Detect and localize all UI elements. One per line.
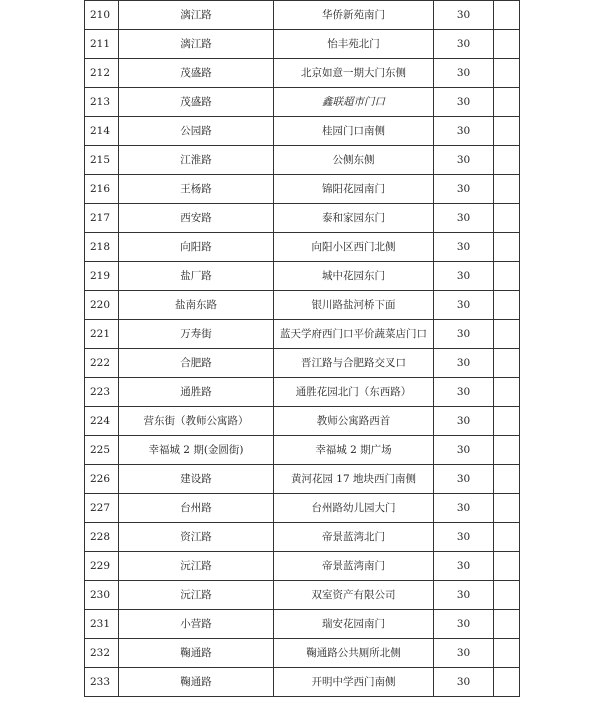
count-cell: 30 bbox=[434, 146, 494, 175]
row-number-cell: 231 bbox=[85, 610, 119, 639]
count-cell: 30 bbox=[434, 349, 494, 378]
row-number-cell: 213 bbox=[85, 88, 119, 117]
table-row bbox=[85, 30, 520, 59]
table-row bbox=[85, 349, 520, 378]
road-name-cell: 西安路 bbox=[119, 204, 274, 233]
table-row bbox=[85, 552, 520, 581]
count-cell: 30 bbox=[434, 668, 494, 697]
table-row bbox=[85, 407, 520, 436]
remark-cell bbox=[494, 668, 520, 697]
location-cell: 晋江路与合肥路交叉口 bbox=[274, 349, 434, 378]
table-row bbox=[85, 378, 520, 407]
table-row bbox=[85, 668, 520, 697]
table-row bbox=[85, 1, 520, 30]
location-cell: 帝景蓝湾北门 bbox=[274, 523, 434, 552]
road-name-cell: 幸福城 2 期(金圆街) bbox=[119, 436, 274, 465]
count-cell: 30 bbox=[434, 639, 494, 668]
count-cell: 30 bbox=[434, 30, 494, 59]
row-number-cell: 214 bbox=[85, 117, 119, 146]
row-number-cell: 220 bbox=[85, 291, 119, 320]
road-name-cell: 鞠通路 bbox=[119, 639, 274, 668]
road-name-cell: 鞠通路 bbox=[119, 668, 274, 697]
remark-cell bbox=[494, 146, 520, 175]
row-number-cell: 233 bbox=[85, 668, 119, 697]
location-cell: 锦阳花园南门 bbox=[274, 175, 434, 204]
remark-cell bbox=[494, 291, 520, 320]
remark-cell bbox=[494, 378, 520, 407]
count-cell: 30 bbox=[434, 291, 494, 320]
road-name-cell: 公园路 bbox=[119, 117, 274, 146]
road-name-cell: 建设路 bbox=[119, 465, 274, 494]
road-name-cell: 沅江路 bbox=[119, 552, 274, 581]
row-number-cell: 224 bbox=[85, 407, 119, 436]
count-cell: 30 bbox=[434, 1, 494, 30]
location-cell: 公侧东侧 bbox=[274, 146, 434, 175]
row-number-cell: 211 bbox=[85, 30, 119, 59]
table-row bbox=[85, 233, 520, 262]
location-cell: 向阳小区西门北侧 bbox=[274, 233, 434, 262]
count-cell: 30 bbox=[434, 494, 494, 523]
row-number-cell: 219 bbox=[85, 262, 119, 291]
location-cell: 幸福城 2 期广场 bbox=[274, 436, 434, 465]
row-number-cell: 212 bbox=[85, 59, 119, 88]
remark-cell bbox=[494, 436, 520, 465]
location-cell: 瑞安花园南门 bbox=[274, 610, 434, 639]
location-cell: 教师公寓路西首 bbox=[274, 407, 434, 436]
location-cell: 鑫联超市门口 bbox=[274, 88, 434, 117]
location-cell: 银川路盐河桥下面 bbox=[274, 291, 434, 320]
location-cell: 双室资产有限公司 bbox=[274, 581, 434, 610]
table-row bbox=[85, 88, 520, 117]
road-name-cell: 营东街（教师公寓路） bbox=[119, 407, 274, 436]
row-number-cell: 223 bbox=[85, 378, 119, 407]
remark-cell bbox=[494, 407, 520, 436]
remark-cell bbox=[494, 175, 520, 204]
remark-cell bbox=[494, 349, 520, 378]
row-number-cell: 228 bbox=[85, 523, 119, 552]
table-row bbox=[85, 581, 520, 610]
road-name-cell: 万寿街 bbox=[119, 320, 274, 349]
data-table bbox=[84, 0, 520, 697]
count-cell: 30 bbox=[434, 610, 494, 639]
table-row bbox=[85, 146, 520, 175]
table-row bbox=[85, 262, 520, 291]
count-cell: 30 bbox=[434, 436, 494, 465]
row-number-cell: 226 bbox=[85, 465, 119, 494]
row-number-cell: 232 bbox=[85, 639, 119, 668]
count-cell: 30 bbox=[434, 233, 494, 262]
count-cell: 30 bbox=[434, 117, 494, 146]
remark-cell bbox=[494, 552, 520, 581]
remark-cell bbox=[494, 465, 520, 494]
remark-cell bbox=[494, 262, 520, 291]
table-row bbox=[85, 320, 520, 349]
location-cell: 帝景蓝湾南门 bbox=[274, 552, 434, 581]
count-cell: 30 bbox=[434, 320, 494, 349]
location-cell: 蓝天学府西门口平价蔬菜店门口 bbox=[274, 320, 434, 349]
count-cell: 30 bbox=[434, 523, 494, 552]
location-cell: 开明中学西门南侧 bbox=[274, 668, 434, 697]
road-name-cell: 茂盛路 bbox=[119, 59, 274, 88]
count-cell: 30 bbox=[434, 581, 494, 610]
table-row bbox=[85, 639, 520, 668]
remark-cell bbox=[494, 233, 520, 262]
row-number-cell: 218 bbox=[85, 233, 119, 262]
table-row bbox=[85, 523, 520, 552]
table-row bbox=[85, 494, 520, 523]
location-cell: 华侨新苑南门 bbox=[274, 1, 434, 30]
road-name-cell: 盐厂路 bbox=[119, 262, 274, 291]
count-cell: 30 bbox=[434, 552, 494, 581]
remark-cell bbox=[494, 320, 520, 349]
remark-cell bbox=[494, 1, 520, 30]
table-row bbox=[85, 117, 520, 146]
table-row bbox=[85, 610, 520, 639]
remark-cell bbox=[494, 581, 520, 610]
road-name-cell: 盐南东路 bbox=[119, 291, 274, 320]
remark-cell bbox=[494, 494, 520, 523]
remark-cell bbox=[494, 59, 520, 88]
road-name-cell: 通胜路 bbox=[119, 378, 274, 407]
road-name-cell: 小营路 bbox=[119, 610, 274, 639]
remark-cell bbox=[494, 88, 520, 117]
location-cell: 北京如意一期大门东侧 bbox=[274, 59, 434, 88]
count-cell: 30 bbox=[434, 378, 494, 407]
row-number-cell: 222 bbox=[85, 349, 119, 378]
road-name-cell: 王杨路 bbox=[119, 175, 274, 204]
row-number-cell: 215 bbox=[85, 146, 119, 175]
remark-cell bbox=[494, 204, 520, 233]
road-name-cell: 漓江路 bbox=[119, 30, 274, 59]
road-name-cell: 茂盛路 bbox=[119, 88, 274, 117]
remark-cell bbox=[494, 523, 520, 552]
road-name-cell: 漓江路 bbox=[119, 1, 274, 30]
road-name-cell: 向阳路 bbox=[119, 233, 274, 262]
road-name-cell: 合肥路 bbox=[119, 349, 274, 378]
location-cell: 鞠通路公共厕所北侧 bbox=[274, 639, 434, 668]
location-cell: 怡丰苑北门 bbox=[274, 30, 434, 59]
count-cell: 30 bbox=[434, 465, 494, 494]
table-row bbox=[85, 204, 520, 233]
row-number-cell: 227 bbox=[85, 494, 119, 523]
remark-cell bbox=[494, 610, 520, 639]
location-cell: 通胜花园北门（东西路） bbox=[274, 378, 434, 407]
count-cell: 30 bbox=[434, 407, 494, 436]
location-cell: 黄河花园 17 地块西门南侧 bbox=[274, 465, 434, 494]
road-name-cell: 沅江路 bbox=[119, 581, 274, 610]
row-number-cell: 221 bbox=[85, 320, 119, 349]
row-number-cell: 210 bbox=[85, 1, 119, 30]
row-number-cell: 225 bbox=[85, 436, 119, 465]
road-name-cell: 台州路 bbox=[119, 494, 274, 523]
table-row bbox=[85, 59, 520, 88]
count-cell: 30 bbox=[434, 262, 494, 291]
count-cell: 30 bbox=[434, 175, 494, 204]
row-number-cell: 217 bbox=[85, 204, 119, 233]
table-row bbox=[85, 436, 520, 465]
row-number-cell: 229 bbox=[85, 552, 119, 581]
row-number-cell: 230 bbox=[85, 581, 119, 610]
table-row bbox=[85, 291, 520, 320]
road-name-cell: 江淮路 bbox=[119, 146, 274, 175]
location-cell: 桂园门口南侧 bbox=[274, 117, 434, 146]
remark-cell bbox=[494, 30, 520, 59]
location-cell: 泰和家园东门 bbox=[274, 204, 434, 233]
count-cell: 30 bbox=[434, 59, 494, 88]
remark-cell bbox=[494, 117, 520, 146]
count-cell: 30 bbox=[434, 204, 494, 233]
count-cell: 30 bbox=[434, 88, 494, 117]
location-cell: 台州路幼儿园大门 bbox=[274, 494, 434, 523]
table-row bbox=[85, 175, 520, 204]
table-row bbox=[85, 465, 520, 494]
remark-cell bbox=[494, 639, 520, 668]
row-number-cell: 216 bbox=[85, 175, 119, 204]
road-name-cell: 资江路 bbox=[119, 523, 274, 552]
location-cell: 城中花园东门 bbox=[274, 262, 434, 291]
